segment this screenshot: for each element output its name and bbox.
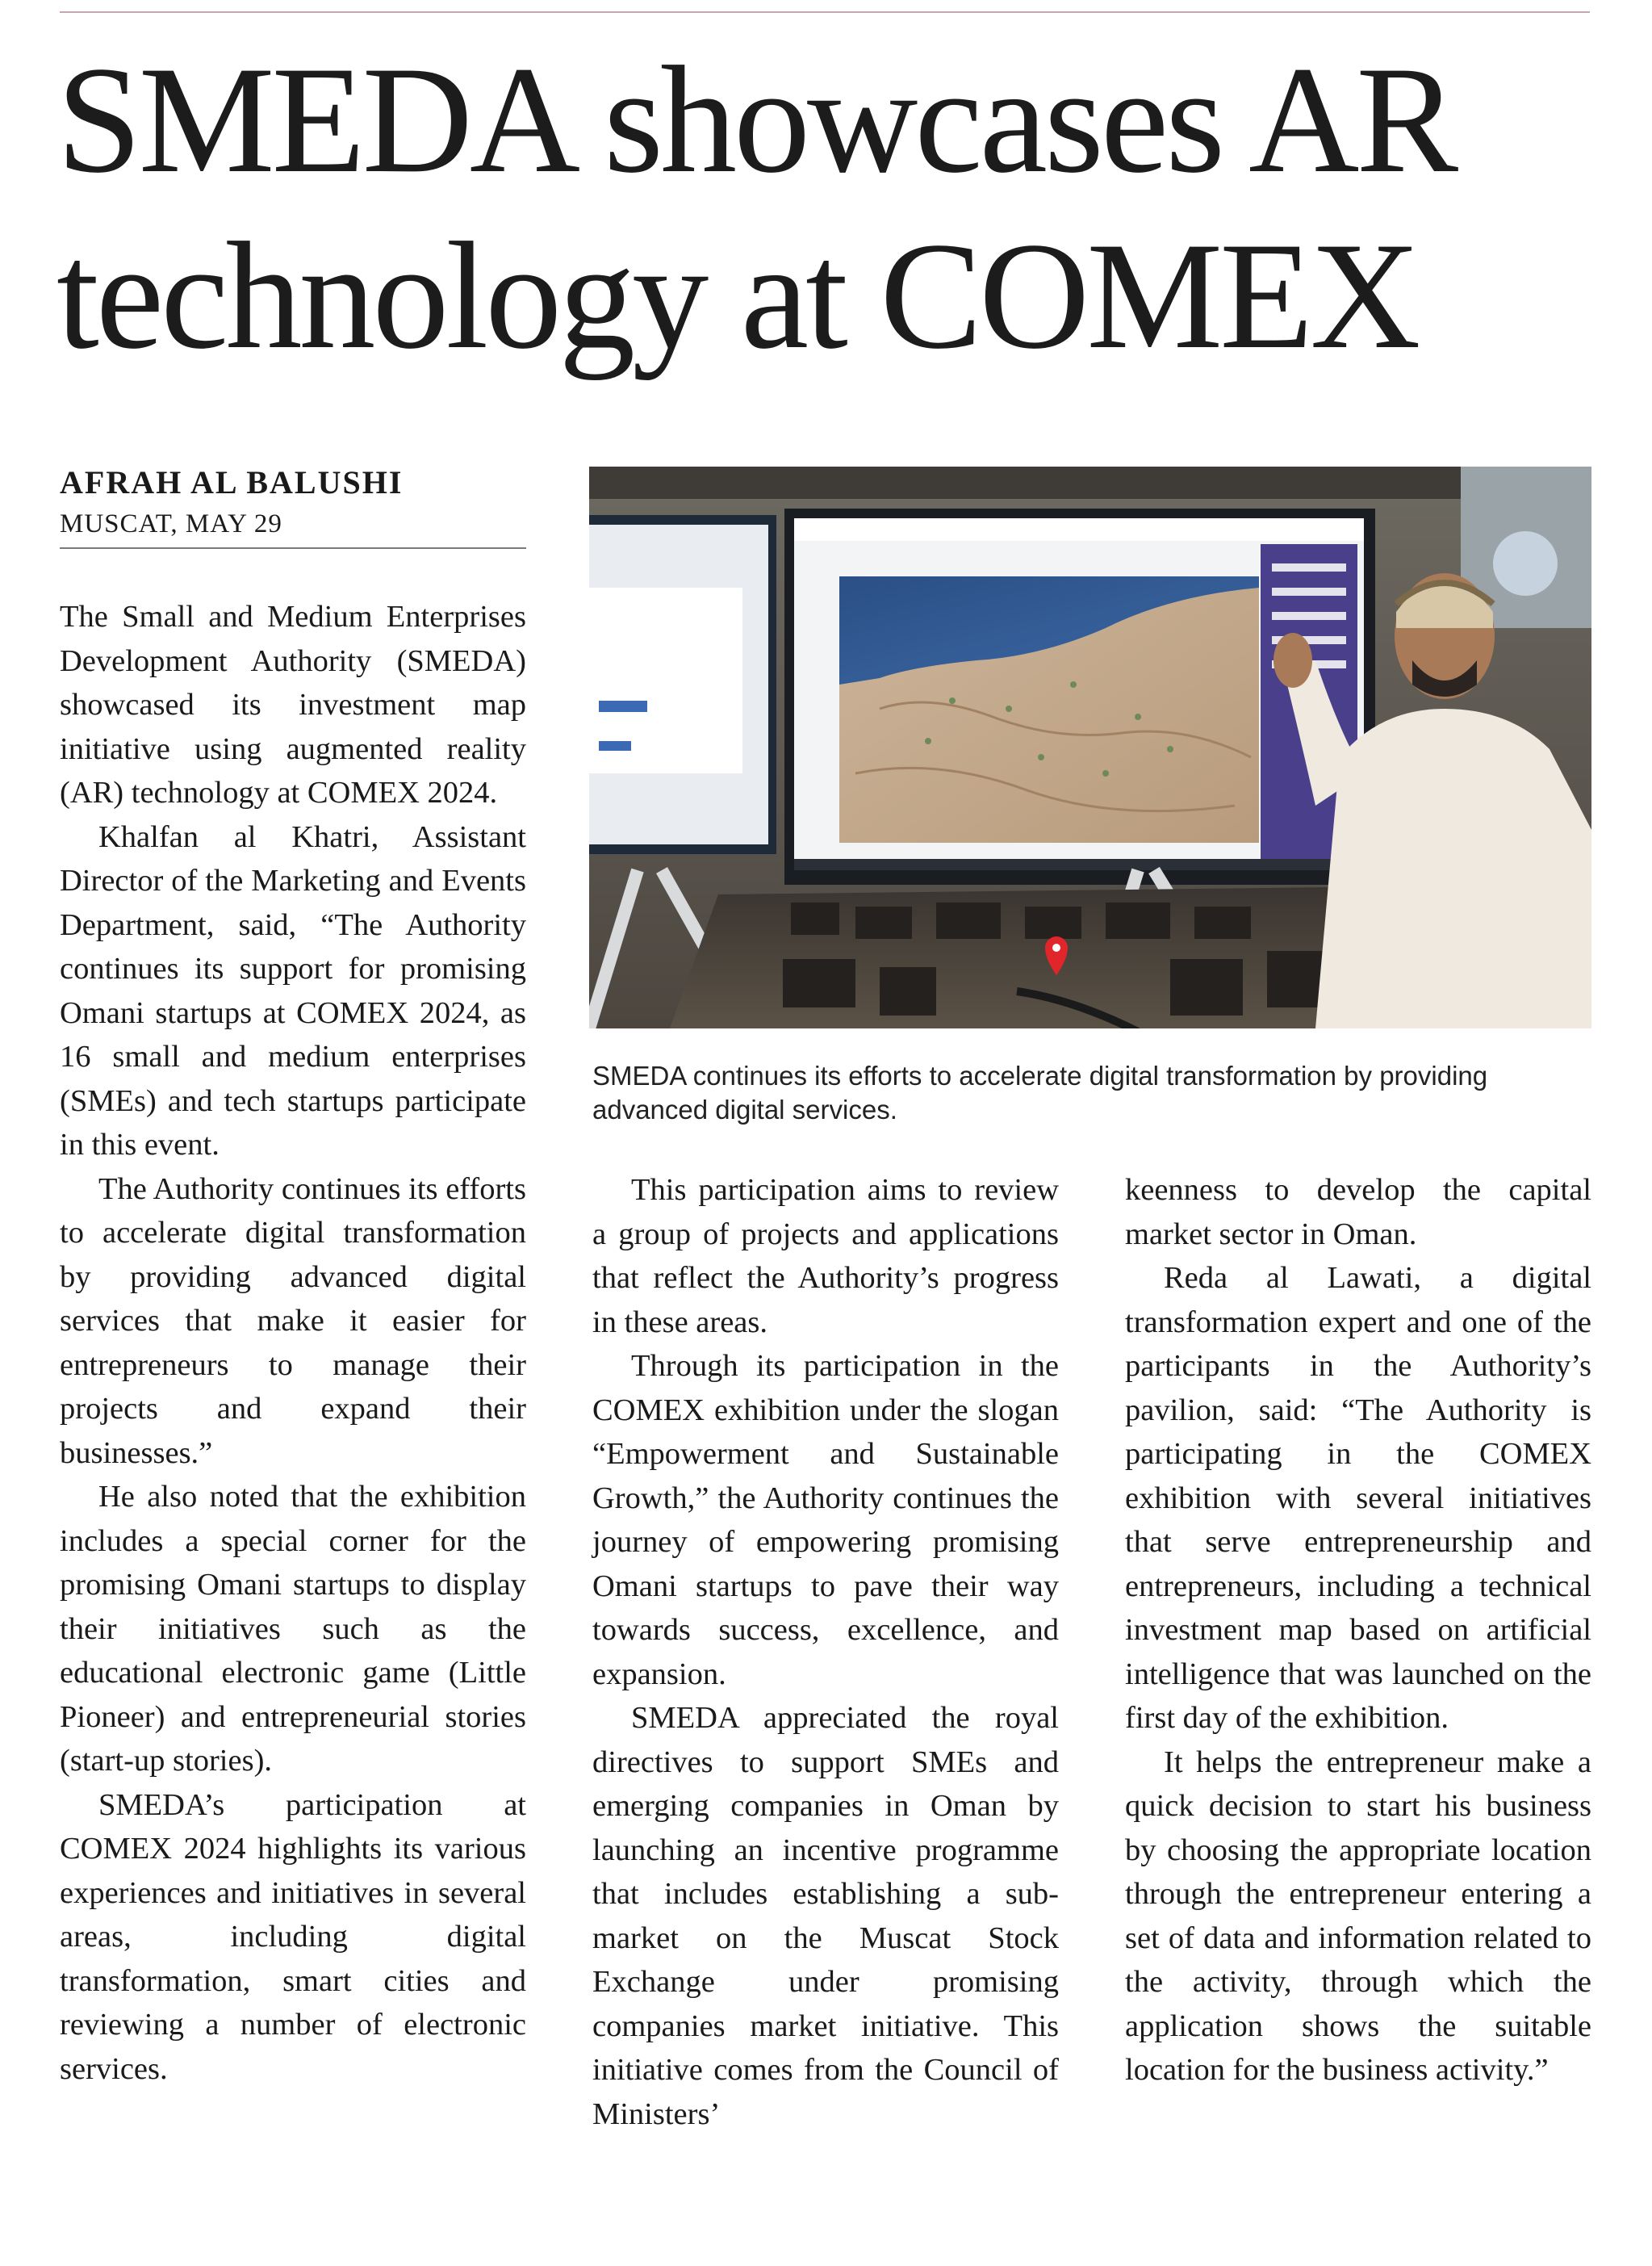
article-column-1 <box>60 595 526 2091</box>
top-rule <box>60 11 1590 13</box>
article-photo <box>589 467 1591 1028</box>
paragraph: Reda al Lawati, a digital transformation expert and one of the participants in the Authority’s pavilion, said: “The Authority is participating in the COMEX exhibition with several initiatives that serve entrepreneurship and entrepreneurs, including a technical investment map based on artificial intelligence that was launched on the first day of the exhibition. <box>1125 1261 1591 1735</box>
photo-illustration <box>589 467 1591 1028</box>
dateline: MUSCAT, MAY 29 <box>60 505 526 549</box>
paragraph: SMEDA appreciated the royal directives to support SMEs and emerging companies in Oman by launching an incentive programme that includes establishing a sub-market on the Muscat Stock Exchange under promising companies market initiative. This initiative comes from the Council of Ministers’ <box>592 1701 1059 2131</box>
paragraph: SMEDA’s participation at COMEX 2024 highlights its various experiences and initiatives in several areas, including digital transformation, smart cities and reviewing a number of electronic services. <box>60 1787 526 2086</box>
byline <box>60 460 526 549</box>
article-column-2 <box>592 1168 1059 2136</box>
headline: SMEDA showcases AR technology at COMEX <box>56 36 1456 381</box>
paragraph: Khalfan al Khatri, Assistant Director of the Marketing and Events Department, said, “The Authority continues its support for promising Omani startups at COMEX 2024, as 16 small and medium enterprises (SMEs) and tech startups participate in this event. <box>60 819 526 1162</box>
paragraph: keenness to develop the capital market sector in Oman. <box>1125 1173 1591 1251</box>
paragraph: The Authority continues its efforts to accelerate digital transformation by providing advanced digital services that make it easier for entrepreneurs to manage their projects and expand their businesses.” <box>60 1171 526 1470</box>
author-name: AFRAH AL BALUSHI <box>60 464 404 501</box>
article-column-3 <box>1125 1168 1591 2092</box>
paragraph: This participation aims to review a group of projects and applications that reflect the Authority’s progress in these areas. <box>592 1173 1059 1339</box>
photo-caption: SMEDA continues its efforts to accelerate digital transformation by providing advanced digital services. <box>592 1061 1488 1125</box>
paragraph: He also noted that the exhibition includes a special corner for the promising Omani startups to display their initiatives such as the educational electronic game (Little Pioneer) and entrepreneurial stories (start-up stories). <box>60 1480 526 1778</box>
paragraph: It helps the entrepreneur make a quick decision to start his business by choosing the appropriate location through the entrepreneur entering a set of data and information related to the activity, through which the application shows the suitable location for the business activity.” <box>1125 1745 1591 2087</box>
paragraph: The Small and Medium Enterprises Development Authority (SMEDA) showcased its investment map initiative using augmented reality (AR) technology at COMEX 2024. <box>60 600 526 810</box>
paragraph: Through its participation in the COMEX exhibition under the slogan “Empowerment and Sustainable Growth,” the Authority continues the journey of empowering promising Omani startups to pave their way towards success, excellence, and expansion. <box>592 1349 1059 1691</box>
